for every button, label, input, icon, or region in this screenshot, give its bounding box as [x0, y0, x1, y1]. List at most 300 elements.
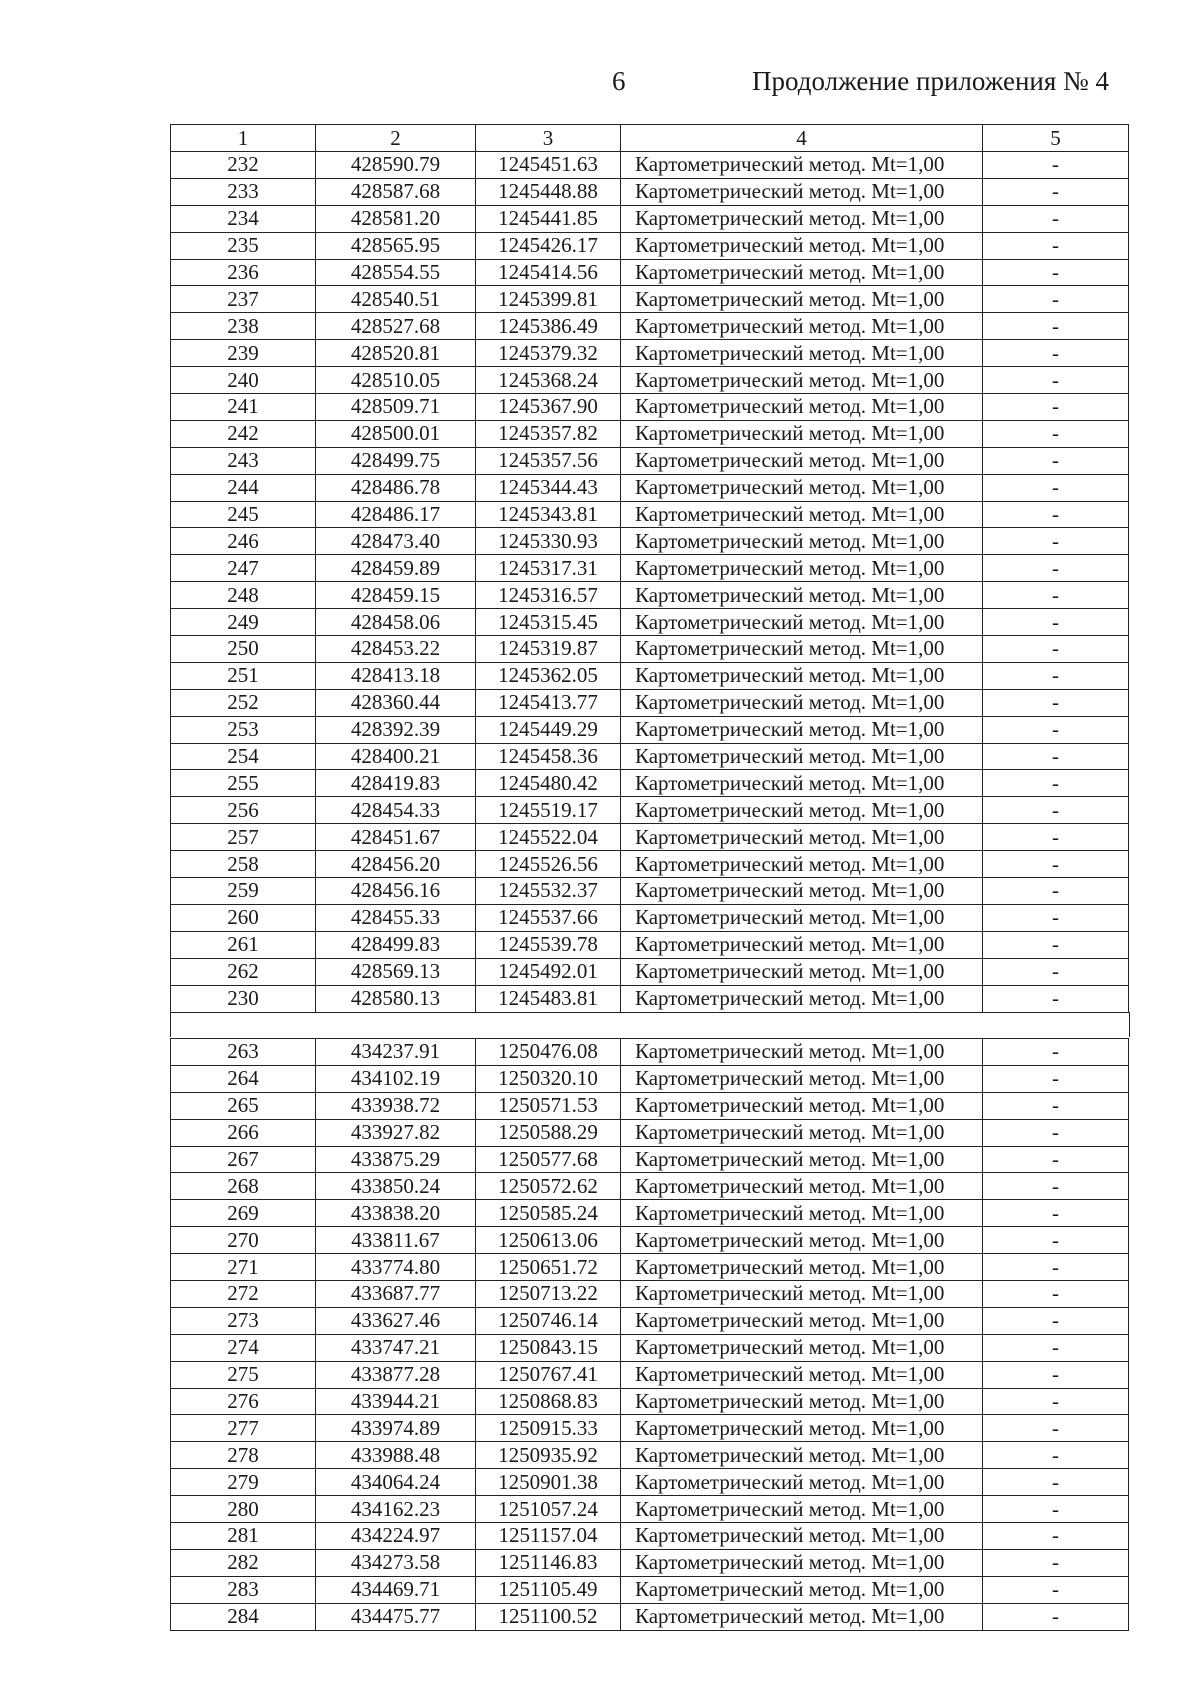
- point-number-cell: 265: [171, 1092, 316, 1119]
- table-row: [171, 286, 1129, 313]
- x-coordinate-cell: 434064.24: [316, 1469, 476, 1496]
- method-cell: Картометрический метод. Mt=1,00: [621, 1092, 983, 1119]
- y-coordinate-cell: 1245448.88: [476, 178, 621, 205]
- dash-cell: -: [983, 1227, 1129, 1254]
- x-coordinate-cell: 433875.29: [316, 1146, 476, 1173]
- dash-cell: -: [983, 878, 1129, 905]
- table-row: [171, 904, 1129, 931]
- point-number-cell: 263: [171, 1039, 316, 1066]
- x-coordinate-cell: 428400.21: [316, 743, 476, 770]
- method-cell: Картометрический метод. Mt=1,00: [621, 1442, 983, 1469]
- point-number-cell: 243: [171, 447, 316, 474]
- method-cell: Картометрический метод. Mt=1,00: [621, 420, 983, 447]
- column-header: 1: [171, 125, 316, 152]
- y-coordinate-cell: 1250935.92: [476, 1442, 621, 1469]
- x-coordinate-cell: 428554.55: [316, 259, 476, 286]
- y-coordinate-cell: 1250476.08: [476, 1039, 621, 1066]
- y-coordinate-cell: 1245386.49: [476, 313, 621, 340]
- method-cell: Картометрический метод. Mt=1,00: [621, 394, 983, 421]
- y-coordinate-cell: 1245414.56: [476, 259, 621, 286]
- point-number-cell: 242: [171, 420, 316, 447]
- table-row: [171, 1576, 1129, 1603]
- x-coordinate-cell: 433927.82: [316, 1119, 476, 1146]
- dash-cell: -: [983, 1361, 1129, 1388]
- point-number-cell: 244: [171, 474, 316, 501]
- x-coordinate-cell: 428527.68: [316, 313, 476, 340]
- coordinates-table-continued: [170, 1038, 1129, 1631]
- method-cell: Картометрический метод. Mt=1,00: [621, 851, 983, 878]
- y-coordinate-cell: 1245483.81: [476, 985, 621, 1012]
- point-number-cell: 255: [171, 770, 316, 797]
- x-coordinate-cell: 428459.15: [316, 582, 476, 609]
- table-row: [171, 797, 1129, 824]
- method-cell: Картометрический метод. Mt=1,00: [621, 232, 983, 259]
- x-coordinate-cell: 428565.95: [316, 232, 476, 259]
- point-number-cell: 246: [171, 528, 316, 555]
- dash-cell: -: [983, 851, 1129, 878]
- x-coordinate-cell: 428499.75: [316, 447, 476, 474]
- x-coordinate-cell: 434224.97: [316, 1523, 476, 1550]
- y-coordinate-cell: 1245413.77: [476, 689, 621, 716]
- x-coordinate-cell: 428458.06: [316, 609, 476, 636]
- dash-cell: -: [983, 1039, 1129, 1066]
- x-coordinate-cell: 433850.24: [316, 1173, 476, 1200]
- x-coordinate-cell: 428360.44: [316, 689, 476, 716]
- x-coordinate-cell: 428509.71: [316, 394, 476, 421]
- method-cell: Картометрический метод. Mt=1,00: [621, 1065, 983, 1092]
- table-row: [171, 582, 1129, 609]
- table-row: [171, 420, 1129, 447]
- table-row: [171, 555, 1129, 582]
- dash-cell: -: [983, 178, 1129, 205]
- point-number-cell: 249: [171, 609, 316, 636]
- point-number-cell: 250: [171, 636, 316, 663]
- dash-cell: -: [983, 689, 1129, 716]
- dash-cell: -: [983, 1442, 1129, 1469]
- dash-cell: -: [983, 1173, 1129, 1200]
- y-coordinate-cell: 1245449.29: [476, 716, 621, 743]
- dash-cell: -: [983, 1523, 1129, 1550]
- method-cell: Картометрический метод. Mt=1,00: [621, 1361, 983, 1388]
- method-cell: Картометрический метод. Mt=1,00: [621, 1254, 983, 1281]
- method-cell: Картометрический метод. Mt=1,00: [621, 367, 983, 394]
- table-row: [171, 474, 1129, 501]
- table-row: [171, 1603, 1129, 1630]
- dash-cell: -: [983, 958, 1129, 985]
- table-row: [171, 394, 1129, 421]
- y-coordinate-cell: 1245362.05: [476, 662, 621, 689]
- dash-cell: -: [983, 1469, 1129, 1496]
- point-number-cell: 272: [171, 1281, 316, 1308]
- point-number-cell: 268: [171, 1173, 316, 1200]
- point-number-cell: 267: [171, 1146, 316, 1173]
- point-number-cell: 257: [171, 824, 316, 851]
- table-separator-row: [170, 1012, 1130, 1037]
- point-number-cell: 252: [171, 689, 316, 716]
- dash-cell: -: [983, 474, 1129, 501]
- table-row: [171, 1092, 1129, 1119]
- method-cell: Картометрический метод. Mt=1,00: [621, 1281, 983, 1308]
- table-row: [171, 1334, 1129, 1361]
- y-coordinate-cell: 1250320.10: [476, 1065, 621, 1092]
- dash-cell: -: [983, 394, 1129, 421]
- x-coordinate-cell: 434102.19: [316, 1065, 476, 1092]
- page-number: 6: [612, 66, 626, 96]
- table-row: [171, 716, 1129, 743]
- x-coordinate-cell: 428473.40: [316, 528, 476, 555]
- dash-cell: -: [983, 1281, 1129, 1308]
- point-number-cell: 258: [171, 851, 316, 878]
- table-row: [171, 1146, 1129, 1173]
- dash-cell: -: [983, 1415, 1129, 1442]
- table-row: [171, 743, 1129, 770]
- dash-cell: -: [983, 1065, 1129, 1092]
- table-row: [171, 1442, 1129, 1469]
- y-coordinate-cell: 1245441.85: [476, 205, 621, 232]
- method-cell: Картометрический метод. Mt=1,00: [621, 340, 983, 367]
- table-row: [171, 1227, 1129, 1254]
- point-number-cell: 282: [171, 1549, 316, 1576]
- method-cell: Картометрический метод. Mt=1,00: [621, 1307, 983, 1334]
- table-row: [171, 1388, 1129, 1415]
- y-coordinate-cell: 1251100.52: [476, 1603, 621, 1630]
- point-number-cell: 235: [171, 232, 316, 259]
- point-number-cell: 262: [171, 958, 316, 985]
- dash-cell: -: [983, 824, 1129, 851]
- x-coordinate-cell: 428499.83: [316, 931, 476, 958]
- dash-cell: -: [983, 259, 1129, 286]
- point-number-cell: 253: [171, 716, 316, 743]
- y-coordinate-cell: 1245317.31: [476, 555, 621, 582]
- method-cell: Картометрический метод. Mt=1,00: [621, 1549, 983, 1576]
- y-coordinate-cell: 1250577.68: [476, 1146, 621, 1173]
- y-coordinate-cell: 1245492.01: [476, 958, 621, 985]
- y-coordinate-cell: 1250588.29: [476, 1119, 621, 1146]
- method-cell: Картометрический метод. Mt=1,00: [621, 582, 983, 609]
- method-cell: Картометрический метод. Mt=1,00: [621, 1200, 983, 1227]
- table-row: [171, 1307, 1129, 1334]
- method-cell: Картометрический метод. Mt=1,00: [621, 904, 983, 931]
- point-number-cell: 239: [171, 340, 316, 367]
- x-coordinate-cell: 428413.18: [316, 662, 476, 689]
- dash-cell: -: [983, 232, 1129, 259]
- dash-cell: -: [983, 205, 1129, 232]
- y-coordinate-cell: 1250713.22: [476, 1281, 621, 1308]
- method-cell: Картометрический метод. Mt=1,00: [621, 1388, 983, 1415]
- table-row: [171, 1281, 1129, 1308]
- method-cell: Картометрический метод. Mt=1,00: [621, 178, 983, 205]
- dash-cell: -: [983, 904, 1129, 931]
- dash-cell: -: [983, 1576, 1129, 1603]
- method-cell: Картометрический метод. Mt=1,00: [621, 770, 983, 797]
- method-cell: Картометрический метод. Mt=1,00: [621, 1496, 983, 1523]
- dash-cell: -: [983, 797, 1129, 824]
- x-coordinate-cell: 433627.46: [316, 1307, 476, 1334]
- table-row: [171, 770, 1129, 797]
- point-number-cell: 271: [171, 1254, 316, 1281]
- method-cell: Картометрический метод. Mt=1,00: [621, 716, 983, 743]
- x-coordinate-cell: 433687.77: [316, 1281, 476, 1308]
- method-cell: Картометрический метод. Mt=1,00: [621, 1119, 983, 1146]
- point-number-cell: 251: [171, 662, 316, 689]
- point-number-cell: 247: [171, 555, 316, 582]
- point-number-cell: 283: [171, 1576, 316, 1603]
- x-coordinate-cell: 433944.21: [316, 1388, 476, 1415]
- y-coordinate-cell: 1250651.72: [476, 1254, 621, 1281]
- table-row: [171, 824, 1129, 851]
- x-coordinate-cell: 433974.89: [316, 1415, 476, 1442]
- method-cell: Картометрический метод. Mt=1,00: [621, 474, 983, 501]
- x-coordinate-cell: 428486.78: [316, 474, 476, 501]
- method-cell: Картометрический метод. Mt=1,00: [621, 501, 983, 528]
- x-coordinate-cell: 434237.91: [316, 1039, 476, 1066]
- method-cell: Картометрический метод. Mt=1,00: [621, 1576, 983, 1603]
- method-cell: Картометрический метод. Mt=1,00: [621, 528, 983, 555]
- point-number-cell: 281: [171, 1523, 316, 1550]
- dash-cell: -: [983, 1146, 1129, 1173]
- point-number-cell: 279: [171, 1469, 316, 1496]
- table-header-row: [171, 125, 1129, 152]
- table-row: [171, 1254, 1129, 1281]
- table-row: [171, 985, 1129, 1012]
- table-row: [171, 1173, 1129, 1200]
- y-coordinate-cell: 1245537.66: [476, 904, 621, 931]
- point-number-cell: 266: [171, 1119, 316, 1146]
- dash-cell: -: [983, 1496, 1129, 1523]
- method-cell: Картометрический метод. Mt=1,00: [621, 958, 983, 985]
- dash-cell: -: [983, 931, 1129, 958]
- method-cell: Картометрический метод. Mt=1,00: [621, 931, 983, 958]
- y-coordinate-cell: 1250571.53: [476, 1092, 621, 1119]
- dash-cell: -: [983, 340, 1129, 367]
- point-number-cell: 264: [171, 1065, 316, 1092]
- method-cell: Картометрический метод. Mt=1,00: [621, 1334, 983, 1361]
- table-row: [171, 1200, 1129, 1227]
- table-row: [171, 313, 1129, 340]
- y-coordinate-cell: 1251146.83: [476, 1549, 621, 1576]
- y-coordinate-cell: 1245526.56: [476, 851, 621, 878]
- column-header: 5: [983, 125, 1129, 152]
- method-cell: Картометрический метод. Mt=1,00: [621, 259, 983, 286]
- point-number-cell: 280: [171, 1496, 316, 1523]
- method-cell: Картометрический метод. Mt=1,00: [621, 985, 983, 1012]
- point-number-cell: 276: [171, 1388, 316, 1415]
- point-number-cell: 245: [171, 501, 316, 528]
- dash-cell: -: [983, 1092, 1129, 1119]
- column-header: 3: [476, 125, 621, 152]
- x-coordinate-cell: 428486.17: [316, 501, 476, 528]
- dash-cell: -: [983, 1254, 1129, 1281]
- method-cell: Картометрический метод. Mt=1,00: [621, 313, 983, 340]
- dash-cell: -: [983, 555, 1129, 582]
- point-number-cell: 236: [171, 259, 316, 286]
- table-row: [171, 636, 1129, 663]
- point-number-cell: 278: [171, 1442, 316, 1469]
- point-number-cell: 284: [171, 1603, 316, 1630]
- y-coordinate-cell: 1250585.24: [476, 1200, 621, 1227]
- method-cell: Картометрический метод. Mt=1,00: [621, 878, 983, 905]
- dash-cell: -: [983, 582, 1129, 609]
- point-number-cell: 269: [171, 1200, 316, 1227]
- x-coordinate-cell: 428455.33: [316, 904, 476, 931]
- y-coordinate-cell: 1250767.41: [476, 1361, 621, 1388]
- dash-cell: -: [983, 609, 1129, 636]
- dash-cell: -: [983, 1334, 1129, 1361]
- dash-cell: -: [983, 743, 1129, 770]
- x-coordinate-cell: 428520.81: [316, 340, 476, 367]
- y-coordinate-cell: 1245399.81: [476, 286, 621, 313]
- y-coordinate-cell: 1245522.04: [476, 824, 621, 851]
- method-cell: Картометрический метод. Mt=1,00: [621, 689, 983, 716]
- point-number-cell: 234: [171, 205, 316, 232]
- method-cell: Картометрический метод. Mt=1,00: [621, 1146, 983, 1173]
- dash-cell: -: [983, 1388, 1129, 1415]
- table-row: [171, 878, 1129, 905]
- y-coordinate-cell: 1245367.90: [476, 394, 621, 421]
- x-coordinate-cell: 434273.58: [316, 1549, 476, 1576]
- point-number-cell: 232: [171, 152, 316, 179]
- method-cell: Картометрический метод. Mt=1,00: [621, 555, 983, 582]
- point-number-cell: 261: [171, 931, 316, 958]
- x-coordinate-cell: 433811.67: [316, 1227, 476, 1254]
- table-row: [171, 1039, 1129, 1066]
- table-row: [171, 1065, 1129, 1092]
- table-row: [171, 609, 1129, 636]
- point-number-cell: 233: [171, 178, 316, 205]
- dash-cell: -: [983, 1549, 1129, 1576]
- dash-cell: -: [983, 1307, 1129, 1334]
- point-number-cell: 256: [171, 797, 316, 824]
- y-coordinate-cell: 1251057.24: [476, 1496, 621, 1523]
- x-coordinate-cell: 428510.05: [316, 367, 476, 394]
- table-row: [171, 528, 1129, 555]
- dash-cell: -: [983, 501, 1129, 528]
- x-coordinate-cell: 428451.67: [316, 824, 476, 851]
- dash-cell: -: [983, 985, 1129, 1012]
- point-number-cell: 277: [171, 1415, 316, 1442]
- x-coordinate-cell: 428569.13: [316, 958, 476, 985]
- method-cell: Картометрический метод. Mt=1,00: [621, 1173, 983, 1200]
- dash-cell: -: [983, 662, 1129, 689]
- method-cell: Картометрический метод. Mt=1,00: [621, 662, 983, 689]
- point-number-cell: 241: [171, 394, 316, 421]
- x-coordinate-cell: 433774.80: [316, 1254, 476, 1281]
- y-coordinate-cell: 1250901.38: [476, 1469, 621, 1496]
- point-number-cell: 274: [171, 1334, 316, 1361]
- y-coordinate-cell: 1250868.83: [476, 1388, 621, 1415]
- table-row: [171, 340, 1129, 367]
- point-number-cell: 238: [171, 313, 316, 340]
- y-coordinate-cell: 1245379.32: [476, 340, 621, 367]
- table-row: [171, 689, 1129, 716]
- point-number-cell: 240: [171, 367, 316, 394]
- y-coordinate-cell: 1245319.87: [476, 636, 621, 663]
- y-coordinate-cell: 1245451.63: [476, 152, 621, 179]
- method-cell: Картометрический метод. Mt=1,00: [621, 152, 983, 179]
- x-coordinate-cell: 428453.22: [316, 636, 476, 663]
- method-cell: Картометрический метод. Mt=1,00: [621, 286, 983, 313]
- x-coordinate-cell: 428456.16: [316, 878, 476, 905]
- y-coordinate-cell: 1245357.82: [476, 420, 621, 447]
- method-cell: Картометрический метод. Mt=1,00: [621, 1469, 983, 1496]
- x-coordinate-cell: 428587.68: [316, 178, 476, 205]
- point-number-cell: 248: [171, 582, 316, 609]
- x-coordinate-cell: 428540.51: [316, 286, 476, 313]
- y-coordinate-cell: 1245532.37: [476, 878, 621, 905]
- y-coordinate-cell: 1245343.81: [476, 501, 621, 528]
- x-coordinate-cell: 428580.13: [316, 985, 476, 1012]
- x-coordinate-cell: 433938.72: [316, 1092, 476, 1119]
- table-row: [171, 1523, 1129, 1550]
- method-cell: Картометрический метод. Mt=1,00: [621, 1523, 983, 1550]
- dash-cell: -: [983, 770, 1129, 797]
- table-row: [171, 958, 1129, 985]
- table-row: [171, 447, 1129, 474]
- x-coordinate-cell: 433988.48: [316, 1442, 476, 1469]
- method-cell: Картометрический метод. Mt=1,00: [621, 609, 983, 636]
- table-row: [171, 1496, 1129, 1523]
- method-cell: Картометрический метод. Mt=1,00: [621, 797, 983, 824]
- method-cell: Картометрический метод. Mt=1,00: [621, 743, 983, 770]
- method-cell: Картометрический метод. Mt=1,00: [621, 205, 983, 232]
- x-coordinate-cell: 433838.20: [316, 1200, 476, 1227]
- x-coordinate-cell: 433877.28: [316, 1361, 476, 1388]
- y-coordinate-cell: 1250613.06: [476, 1227, 621, 1254]
- table-row: [171, 152, 1129, 179]
- method-cell: Картометрический метод. Mt=1,00: [621, 1415, 983, 1442]
- dash-cell: -: [983, 1119, 1129, 1146]
- dash-cell: -: [983, 716, 1129, 743]
- point-number-cell: 237: [171, 286, 316, 313]
- table-row: [171, 1119, 1129, 1146]
- point-number-cell: 260: [171, 904, 316, 931]
- dash-cell: -: [983, 528, 1129, 555]
- y-coordinate-cell: 1250843.15: [476, 1334, 621, 1361]
- method-cell: Картометрический метод. Mt=1,00: [621, 1227, 983, 1254]
- x-coordinate-cell: 428590.79: [316, 152, 476, 179]
- table-row: [171, 259, 1129, 286]
- x-coordinate-cell: 428419.83: [316, 770, 476, 797]
- appendix-title: Продолжение приложения № 4: [752, 66, 1110, 96]
- table-row: [171, 1361, 1129, 1388]
- y-coordinate-cell: 1245316.57: [476, 582, 621, 609]
- column-header: 4: [621, 125, 983, 152]
- method-cell: Картометрический метод. Mt=1,00: [621, 824, 983, 851]
- table-row: [171, 205, 1129, 232]
- dash-cell: -: [983, 1200, 1129, 1227]
- y-coordinate-cell: 1251105.49: [476, 1576, 621, 1603]
- dash-cell: -: [983, 447, 1129, 474]
- y-coordinate-cell: 1250915.33: [476, 1415, 621, 1442]
- dash-cell: -: [983, 1603, 1129, 1630]
- y-coordinate-cell: 1245458.36: [476, 743, 621, 770]
- y-coordinate-cell: 1245480.42: [476, 770, 621, 797]
- column-header: 2: [316, 125, 476, 152]
- table-row: [171, 501, 1129, 528]
- point-number-cell: 273: [171, 1307, 316, 1334]
- coordinates-table: [170, 124, 1129, 1013]
- point-number-cell: 275: [171, 1361, 316, 1388]
- dash-cell: -: [983, 152, 1129, 179]
- point-number-cell: 270: [171, 1227, 316, 1254]
- point-number-cell: 259: [171, 878, 316, 905]
- table-row: [171, 1469, 1129, 1496]
- x-coordinate-cell: 434162.23: [316, 1496, 476, 1523]
- point-number-cell: 230: [171, 985, 316, 1012]
- method-cell: Картометрический метод. Mt=1,00: [621, 1039, 983, 1066]
- y-coordinate-cell: 1245426.17: [476, 232, 621, 259]
- table-row: [171, 662, 1129, 689]
